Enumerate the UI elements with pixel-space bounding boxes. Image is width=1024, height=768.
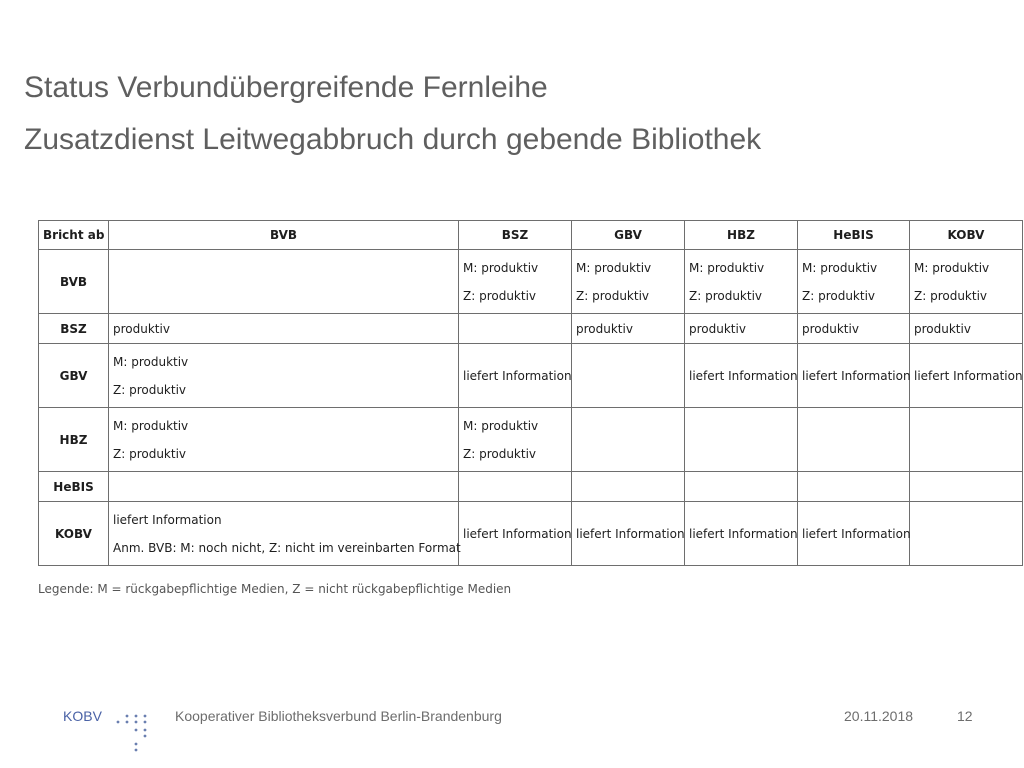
table-cell	[798, 250, 910, 314]
table-cell	[109, 408, 459, 472]
legend-text: Legende: M = rückgabepflichtige Medien, Z = nicht rückgabepflichtige Medien	[38, 582, 512, 596]
table-cell	[109, 502, 459, 566]
table-header-row	[39, 221, 1023, 250]
table-cell	[572, 472, 685, 502]
table-cell: liefert Information	[798, 502, 910, 566]
cell-text: Z: produktiv	[802, 288, 876, 303]
table-cell	[798, 408, 910, 472]
row-header: KOBV	[39, 502, 109, 566]
title-line-1: Status Verbundübergreifende Fernleihe	[24, 71, 548, 104]
cell-text: M: produktiv	[463, 260, 539, 275]
status-table	[38, 220, 1023, 566]
table-cell	[685, 250, 798, 314]
column-header: GBV	[572, 221, 685, 250]
row-header: BVB	[39, 250, 109, 314]
cell-text: M: produktiv	[113, 354, 189, 369]
table-cell	[910, 472, 1023, 502]
table-row	[39, 408, 1023, 472]
status-table-container	[38, 220, 1022, 566]
table-row	[39, 502, 1023, 566]
cell-text: Z: produktiv	[113, 382, 187, 397]
table-row	[39, 472, 1023, 502]
table-cell: liefert Information	[459, 502, 572, 566]
cell-text: M: produktiv	[802, 260, 878, 275]
cell-text: Z: produktiv	[463, 288, 537, 303]
row-header: HBZ	[39, 408, 109, 472]
table-row	[39, 314, 1023, 344]
table-cell	[910, 250, 1023, 314]
table-cell	[910, 502, 1023, 566]
table-cell	[109, 250, 459, 314]
table-cell	[572, 250, 685, 314]
cell-text: M: produktiv	[463, 418, 539, 433]
kobv-logo-text: KOBV	[63, 708, 102, 724]
table-row	[39, 250, 1023, 314]
table-cell	[109, 344, 459, 408]
table-cell	[572, 408, 685, 472]
cell-text: M: produktiv	[113, 418, 189, 433]
page-number: 12	[957, 708, 973, 724]
table-cell: produktiv	[572, 314, 685, 344]
table-cell: produktiv	[685, 314, 798, 344]
table-cell: liefert Information	[685, 502, 798, 566]
cell-text: Z: produktiv	[463, 446, 537, 461]
row-header: GBV	[39, 344, 109, 408]
table-cell	[685, 472, 798, 502]
cell-text: liefert Information	[113, 512, 222, 527]
cell-text: Z: produktiv	[113, 446, 187, 461]
column-header: HBZ	[685, 221, 798, 250]
cell-text: Z: produktiv	[576, 288, 650, 303]
table-cell	[459, 250, 572, 314]
cell-text: Z: produktiv	[689, 288, 763, 303]
organization-name: Kooperativer Bibliotheksverbund Berlin-Brandenburg	[175, 708, 502, 724]
table-cell: liefert Information	[685, 344, 798, 408]
slide-title	[24, 62, 761, 166]
table-cell	[459, 314, 572, 344]
table-cell	[910, 408, 1023, 472]
table-row	[39, 344, 1023, 408]
table-cell: produktiv	[798, 314, 910, 344]
corner-header: Bricht ab	[39, 221, 109, 250]
cell-text: Z: produktiv	[914, 288, 988, 303]
table-cell: produktiv	[109, 314, 459, 344]
cell-text: M: produktiv	[576, 260, 652, 275]
table-cell: liefert Information	[910, 344, 1023, 408]
slide-footer	[0, 706, 1024, 730]
row-header: BSZ	[39, 314, 109, 344]
slide-date: 20.11.2018	[844, 708, 914, 724]
legend-cropped	[38, 578, 512, 596]
cell-text: M: produktiv	[914, 260, 990, 275]
table-cell	[685, 408, 798, 472]
table-cell	[109, 472, 459, 502]
table-cell	[572, 344, 685, 408]
column-header: BVB	[109, 221, 459, 250]
column-header: BSZ	[459, 221, 572, 250]
title-line-2: Zusatzdienst Leitwegabbruch durch gebende Bibliothek	[24, 123, 762, 156]
cell-text: Anm. BVB: M: noch nicht, Z: nicht im vereinbarten Format	[113, 540, 461, 555]
table-cell: liefert Information	[459, 344, 572, 408]
column-header: KOBV	[910, 221, 1023, 250]
table-cell	[459, 472, 572, 502]
table-cell: produktiv	[910, 314, 1023, 344]
kobv-dots-logo-icon	[115, 708, 155, 758]
table-cell: liefert Information	[572, 502, 685, 566]
table-cell	[459, 408, 572, 472]
row-header: HeBIS	[39, 472, 109, 502]
column-header: HeBIS	[798, 221, 910, 250]
cell-text: M: produktiv	[689, 260, 765, 275]
table-cell	[798, 472, 910, 502]
table-cell: liefert Information	[798, 344, 910, 408]
